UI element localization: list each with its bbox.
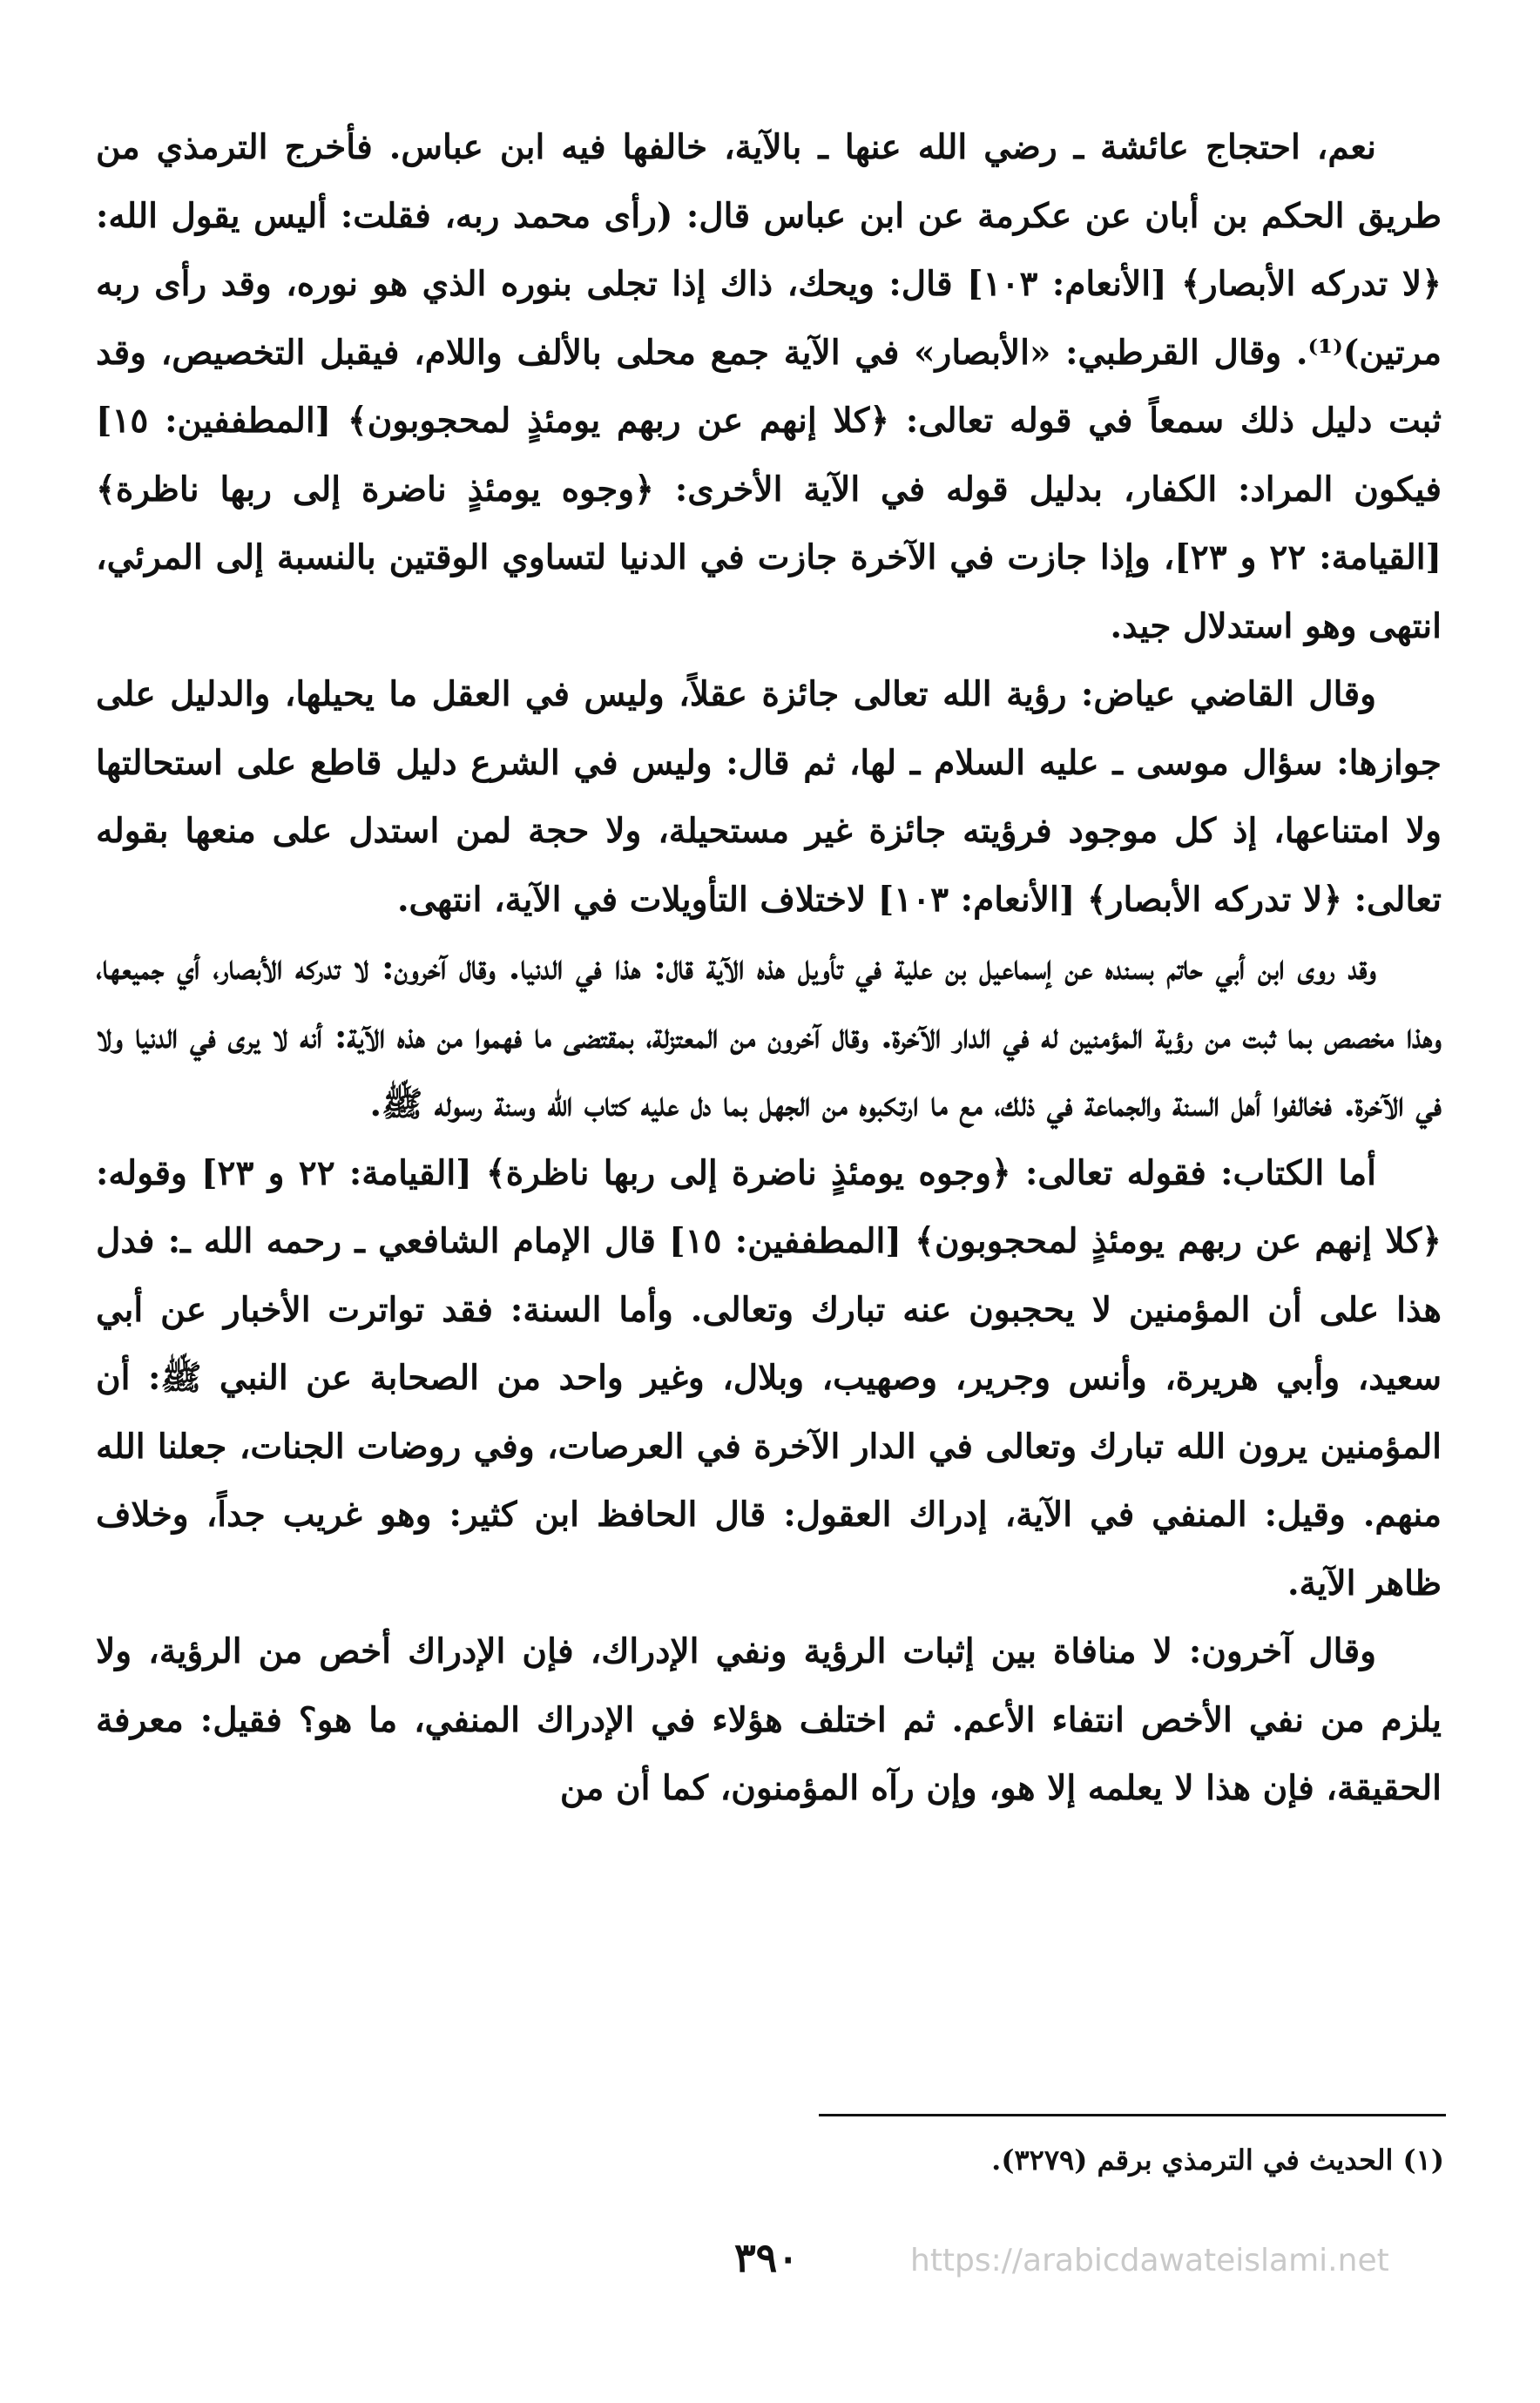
paragraph-1: نعم، احتجاج عائشة ـ رضي الله عنها ـ بالآية، خالفها فيه ابن عباس. فأخرج الترمذي من طريق الحكم بن أبان عن عكرمة عن ابن عباس قال: (رأى محمد ربه، فقلت: أليس يقول الله: ﴿لا تدركه الأبصار﴾ [الأنعام: ١٠٣] قال: ويحك، ذاك إذا تجلى بنوره الذي هو نوره، وقد رأى ربه مرتين)⁽¹⁾. وقال القرطبي: «الأبصار» في الآية جمع محلى بالألف واللام، فيقبل التخصيص، وقد ثبت دليل ذلك سمعاً في قوله تعالى: ﴿كلا إنهم عن ربهم يومئذٍ لمحجوبون﴾ [المطففين: ١٥] فيكون المراد: الكفار، بدليل قوله في الآية الأخرى: ﴿وجوه يومئذٍ ناضرة إلى ربها ناظرة﴾ [القيامة: ٢٢ و ٢٣]، وإذا جازت في الآخرة جازت في الدنيا لتساوي الوقتين بالنسبة إلى المرئي، انتهى وهو استدلال جيد. bbox=[96, 127, 1442, 646]
footnote: (١) الحديث في الترمذي برقم (٣٢٧٩). bbox=[991, 2143, 1444, 2177]
page-number: ٣٩٠ bbox=[733, 2234, 800, 2281]
watermark-url: https://arabicdawateislami.net bbox=[910, 2243, 1389, 2278]
footnote-separator bbox=[819, 2114, 1446, 2116]
paragraph-2: وقال القاضي عياض: رؤية الله تعالى جائزة عقلاً، وليس في العقل ما يحيلها، والدليل على جوازها: سؤال موسى ـ عليه السلام ـ لها، ثم قال: وليس في الشرع دليل قاطع على استحالتها ولا امتناعها، إذ كل موجود فرؤيته جائزة غير مستحيلة، ولا حجة لمن استدل على منعها بقوله تعالى: ﴿لا تدركه الأبصار﴾ [الأنعام: ١٠٣] لاختلاف التأويلات في الآية، انتهى. bbox=[96, 674, 1442, 920]
paragraph-4: أما الكتاب: فقوله تعالى: ﴿وجوه يومئذٍ ناضرة إلى ربها ناظرة﴾ [القيامة: ٢٢ و ٢٣] وقوله: ﴿كلا إنهم عن ربهم يومئذٍ لمحجوبون﴾ [المطففين: ١٥] قال الإمام الشافعي ـ رحمه الله ـ: فدل هذا على أن المؤمنين لا يحجبون عنه تبارك وتعالى. وأما السنة: فقد تواترت الأخبار عن أبي سعيد، وأبي هريرة، وأنس وجرير، وصهيب، وبلال، وغير واحد من الصحابة عن النبي ﷺ: أن المؤمنين يرون الله تبارك وتعالى في الدار الآخرة في العرصات، وفي روضات الجنات، جعلنا الله منهم. وقيل: المنفي في الآية، إدراك العقول: قال الحافظ ابن كثير: وهو غريب جداً، وخلاف ظاهر الآية. bbox=[96, 1152, 1442, 1603]
paragraph-5: وقال آخرون: لا منافاة بين إثبات الرؤية ونفي الإدراك، فإن الإدراك أخص من الرؤية، ولا يلزم من نفي الأخص انتفاء الأعم. ثم اختلف هؤلاء في الإدراك المنفي، ما هو؟ فقيل: معرفة الحقيقة، فإن هذا لا يعلمه إلا هو، وإن رآه المؤمنون، كما أن من bbox=[96, 1631, 1442, 1808]
main-text bbox=[96, 113, 1442, 1823]
paragraph-3: وقد روى ابن أبي حاتم بسنده عن إسماعيل بن علية في تأويل هذه الآية قال: هذا في الدنيا. وقال آخرون: لا تدركه الأبصار، أي جميعها، وهذا مخصص بما ثبت من رؤية المؤمنين له في الدار الآخرة. وقال آخرون من المعتزلة، بمقتضى ما فهموا من هذه الآية: أنه لا يرى في الدنيا ولا في الآخرة. فخالفوا أهل السنة والجماعة في ذلك، مع ما ارتكبوه من الجهل بما دل عليه كتاب الله وسنة رسوله ﷺ. bbox=[96, 948, 1442, 1124]
